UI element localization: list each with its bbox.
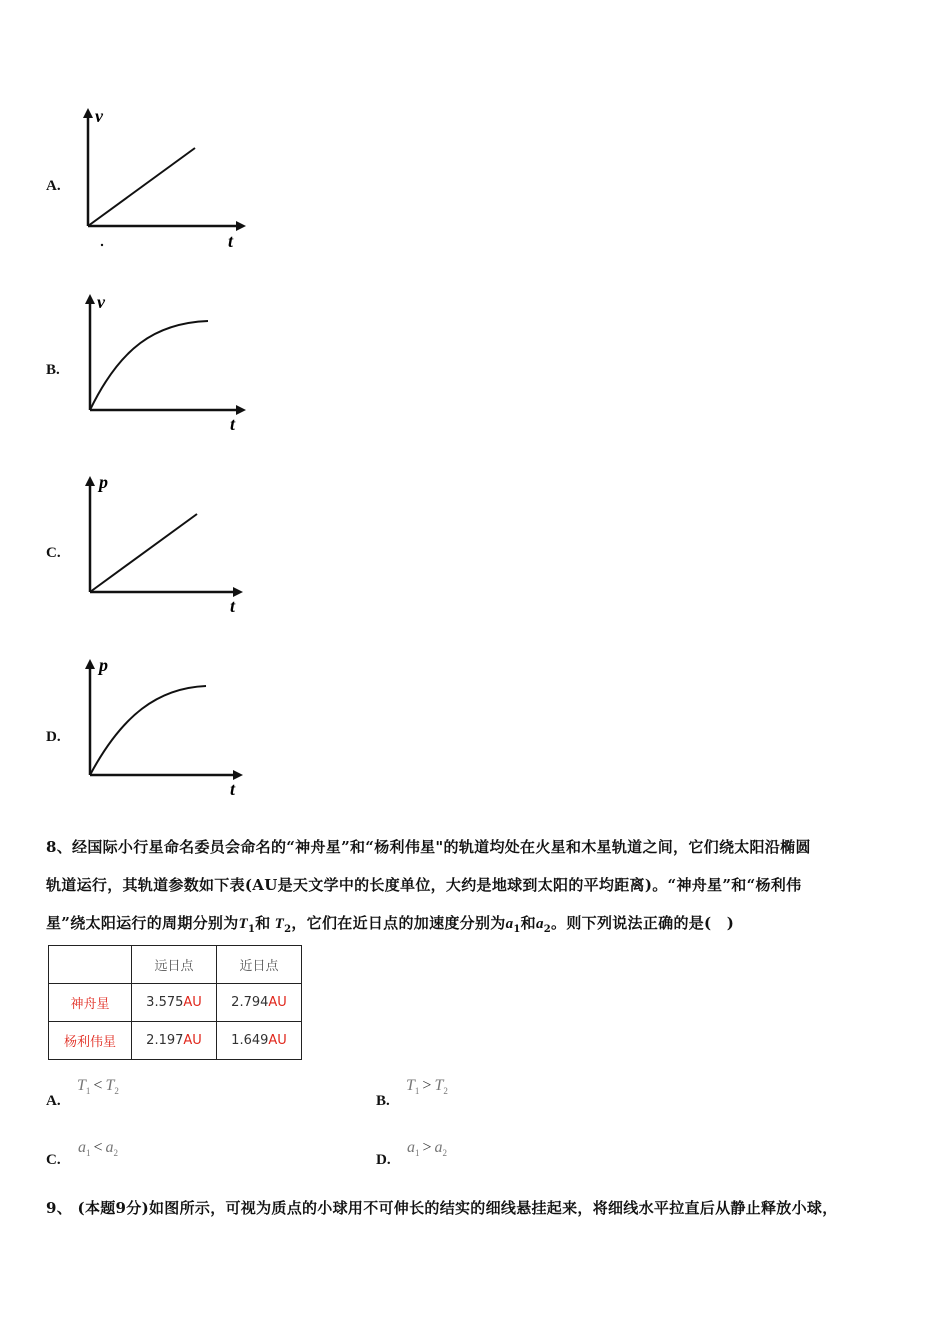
table-header-cell: 远日点 bbox=[132, 946, 217, 984]
answer-d-label: D. bbox=[376, 1152, 391, 1168]
graph-a-x-label: t bbox=[228, 231, 234, 249]
answer-a-expression: $T_1 < T_2$ bbox=[77, 1077, 119, 1097]
table-cell-near: 2.794AU bbox=[217, 984, 302, 1022]
q9-line-1: 9、 (本题9分)如图所示，可视为质点的小球用不可伸长的结实的细线悬挂起来，将细线水平拉直后从静止释放小球， bbox=[46, 1199, 838, 1217]
graph-c-y-label: p bbox=[99, 472, 108, 492]
table-cell-name: 神舟星 bbox=[49, 984, 132, 1022]
table-row bbox=[49, 984, 302, 1022]
graph-d-x-label: t bbox=[230, 779, 236, 799]
graph-b-y-label: v bbox=[97, 292, 105, 312]
answer-b-label: B. bbox=[376, 1093, 390, 1109]
graph-a bbox=[78, 104, 253, 249]
graph-b bbox=[80, 288, 255, 433]
answer-b-expression: $T_1 > T_2$ bbox=[406, 1077, 448, 1097]
graph-c-x-label: t bbox=[230, 596, 236, 616]
orbit-table bbox=[48, 945, 302, 1060]
option-a-label: A. bbox=[46, 178, 61, 194]
graph-b-x-label: t bbox=[230, 414, 236, 433]
graph-c bbox=[80, 472, 255, 617]
option-d-label: D. bbox=[46, 729, 61, 745]
table-cell-far: 3.575AU bbox=[132, 984, 217, 1022]
q8-line-1: 8、经国际小行星命名委员会命名的“神舟星”和“杨利伟星"的轨道均处在火星和木星轨道之间，它们绕太阳沿椭圆 bbox=[46, 838, 811, 856]
graph-a-y-label: v bbox=[95, 106, 103, 126]
table-cell-near: 1.649AU bbox=[217, 1022, 302, 1060]
table-header-row bbox=[49, 946, 302, 984]
table-cell-name: 杨利伟星 bbox=[49, 1022, 132, 1060]
q8-line-3: 星”绕太阳运行的周期分别为$T_1$和 $T_2$，它们在近日点的加速度分别为$a_1$和$a_2$。则下列说法正确的是( ) bbox=[46, 914, 735, 935]
option-c-label: C. bbox=[46, 545, 61, 561]
table-header-cell: 近日点 bbox=[217, 946, 302, 984]
option-b-label: B. bbox=[46, 362, 60, 378]
answer-a-label: A. bbox=[46, 1093, 61, 1109]
graph-d-y-label: p bbox=[99, 655, 108, 675]
table-row bbox=[49, 1022, 302, 1060]
table-header-cell bbox=[49, 946, 132, 984]
answer-d-expression: $a_1 > a_2$ bbox=[407, 1139, 448, 1159]
graph-d bbox=[80, 655, 255, 800]
table-cell-far: 2.197AU bbox=[132, 1022, 217, 1060]
answer-c-label: C. bbox=[46, 1152, 61, 1168]
answer-c-expression: $a_1 < a_2$ bbox=[78, 1139, 119, 1159]
q8-line-2: 轨道运行，其轨道参数如下表(AU是天文学中的长度单位，大约是地球到太阳的平均距离)。“神舟星”和“杨利伟 bbox=[46, 876, 802, 894]
